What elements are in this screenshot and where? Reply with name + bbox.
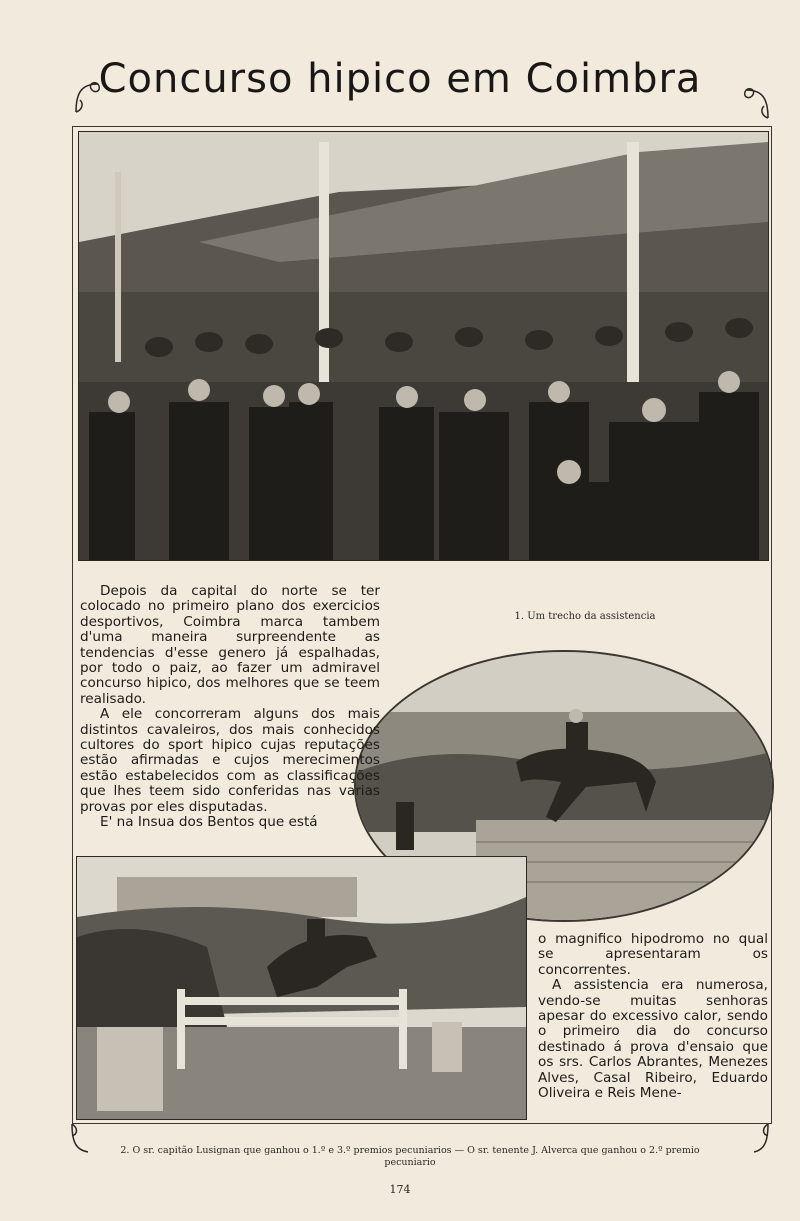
corner-ornament-top-left [72, 78, 108, 114]
page-title: Concurso hipico em Coimbra [98, 56, 702, 102]
paragraph: o magnifico hipodromo no qual se apresentaram os concorrentes. [538, 931, 768, 978]
photo-audience [78, 131, 769, 561]
caption-riders: 2. O sr. capitão Lusignan que ganhou o 1.º e 3.º premios pecuniarios — O sr. tenente J. Alverca que ganhou o 2.º premio pecuniario [120, 1145, 700, 1168]
photo-horse-jump-fence [76, 856, 527, 1120]
corner-ornament-bottom-left [68, 1122, 104, 1158]
paragraph: A ele concorreram alguns dos mais distintos cavaleiros, dos mais conhecidos cultores do sport hipico cujas reputações estão afirmadas e cujos merecimentos estão estabelecidos com as classificações que lhes teem sido conferidas nas varias provas por eles disputadas. [80, 706, 380, 815]
paragraph: E' na Insua dos Bentos que está [100, 814, 318, 831]
paragraph: A assistencia era numerosa, vendo-se muitas senhoras apesar do excessivo calor, sendo o primeiro dia do concurso destinado á prova d'ensaio que os srs. Carlos Abrantes, Menezes Alves, Casal Ribeiro, Eduardo Oliveira e Reis Mene- [538, 977, 768, 1102]
article-text-column-1 [80, 584, 380, 831]
corner-ornament-top-right [736, 84, 772, 120]
caption-audience: 1. Um trecho da assistencia [514, 611, 656, 622]
paragraph: Depois da capital do norte se ter colocado no primeiro plano dos exercicios desportivos, Coimbra marca tambem d'uma maneira surpreendente as tendencias d'esse genero já espalhadas, por todo o paiz, ao fazer um admiravel concurso hipico, dos melhores que se teem realisado. [80, 583, 380, 707]
page-number: 174 [389, 1183, 411, 1196]
corner-ornament-bottom-right [748, 1122, 784, 1158]
article-text-column-2 [538, 932, 768, 1101]
